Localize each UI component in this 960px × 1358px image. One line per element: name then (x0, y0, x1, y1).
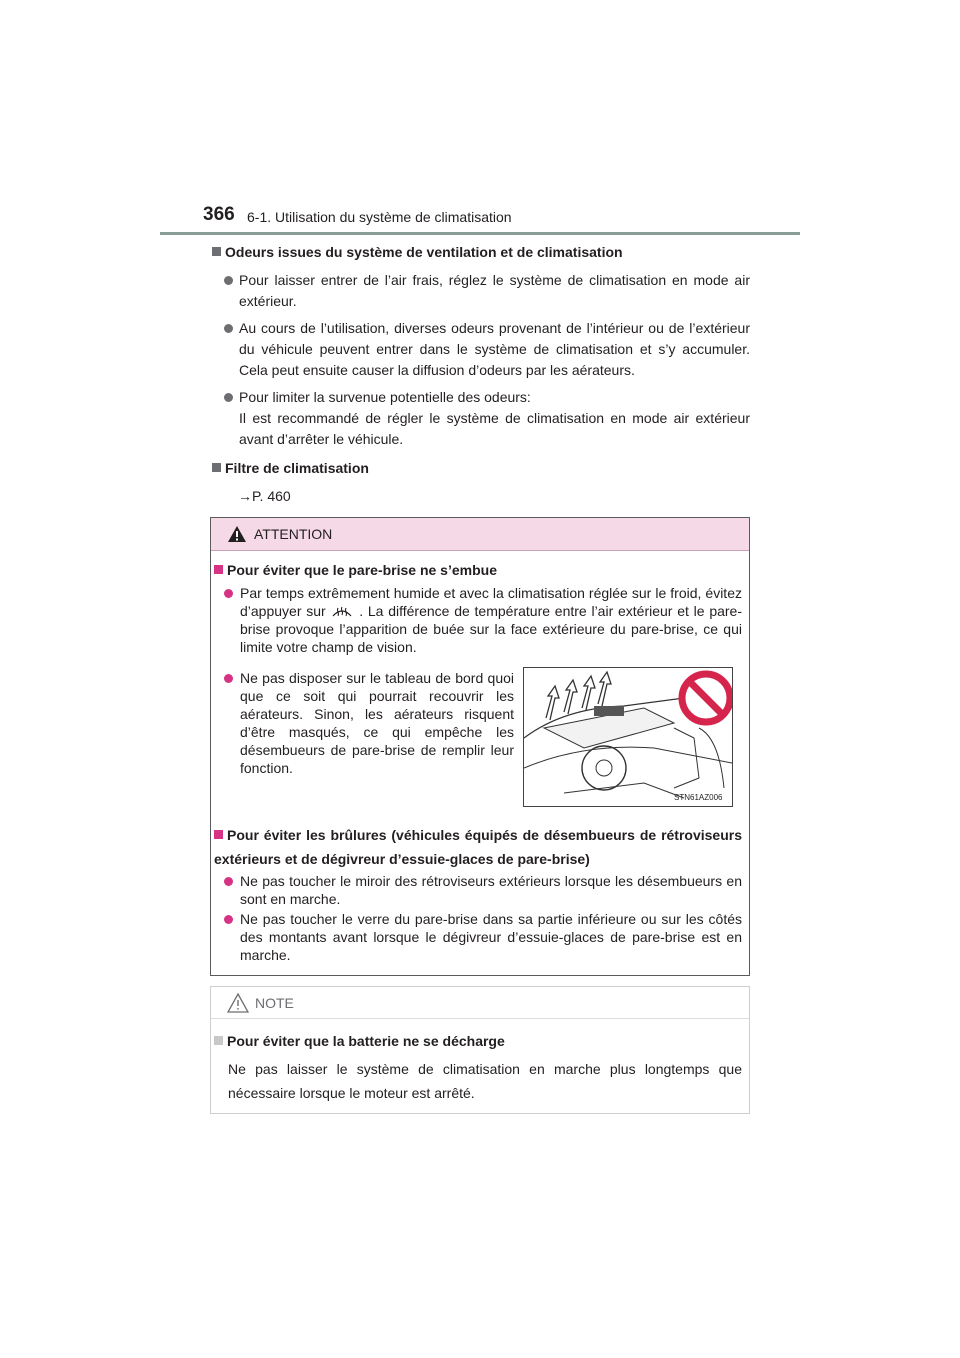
attention-label: ATTENTION (254, 526, 333, 542)
bullet-odeurs-1-text: Pour laisser entrer de l’air frais, réglez le système de climatisation en mode air extérieur. (239, 272, 750, 309)
attention-sub1-bullet2 (224, 669, 514, 777)
square-bullet-icon (212, 247, 221, 256)
section-odeurs-heading (212, 244, 623, 260)
attention-sub1-bullet1 (224, 584, 742, 656)
warning-triangle-icon (227, 525, 247, 543)
illustration-code: STN61AZ006 (674, 793, 723, 802)
bullet-odeurs-3-line1: Pour limiter la survenue potentielle des odeurs: (239, 389, 531, 405)
note-box (210, 986, 750, 1114)
attention-sub2-heading (214, 823, 742, 871)
attention-sub2-bullet2 (224, 910, 742, 964)
round-bullet-icon (224, 324, 233, 333)
round-bullet-icon (224, 393, 233, 402)
bullet-odeurs-1 (224, 270, 750, 312)
attention-sub1-heading (214, 562, 497, 578)
attention-sub1-bullet2-text: Ne pas disposer sur le tableau de bord quoi que ce soit qui pourrait recouvrir les aérateurs. Sinon, les aérateurs risquent d’être masqués, ce qui empêche les désembueurs de pare-brise de remplir leur fonction. (240, 670, 514, 776)
section-odeurs-title: Odeurs issues du système de ventilation et de climatisation (225, 244, 623, 260)
attention-sub2-bullet1 (224, 872, 742, 908)
note-header (211, 987, 749, 1019)
attention-sub1-bullet1-part2: . La différence de température entre l’air extérieur et le pare-brise provoque l’apparition de buée sur la face extérieure du pare-brise, ce qui limite votre champ de vision. (240, 603, 743, 655)
filtre-page-reference[interactable]: →P. 460 (238, 488, 291, 504)
dashboard-illustration (523, 667, 733, 807)
section-filtre-title: Filtre de climatisation (225, 460, 369, 476)
header-rule (160, 232, 800, 235)
page-number: 366 (203, 204, 235, 225)
section-filtre-heading (212, 460, 369, 476)
attention-header (211, 518, 749, 551)
bullet-odeurs-3 (224, 387, 750, 450)
round-bullet-icon (224, 915, 233, 924)
attention-sub1-bullet1-text (240, 584, 742, 656)
round-bullet-icon (224, 276, 233, 285)
attention-sub2-title: Pour éviter les brûlures (véhicules équipés de désembueurs de rétroviseurs extérieurs et de dégivreur d’essuie-glaces de pare-brise) (214, 827, 742, 867)
bullet-odeurs-2 (224, 318, 750, 381)
square-bullet-icon (212, 463, 221, 472)
attention-sub1-title: Pour éviter que le pare-brise ne s’embue (227, 562, 497, 578)
square-bullet-icon (214, 1036, 223, 1045)
attention-sub2-bullet2-text: Ne pas toucher le verre du pare-brise dans sa partie inférieure ou sur les côtés des montants avant lorsque le dégivreur d’essuie-glaces de pare-brise est en marche. (240, 911, 742, 963)
dashboard-drawing-icon (524, 668, 732, 806)
bullet-odeurs-2-text: Au cours de l’utilisation, diverses odeurs provenant de l’intérieur ou de l’extérieur du véhicule peuvent entrer dans le système de climatisation et s’y accumuler. Cela peut ensuite causer la diffusion d’odeurs par les aérateurs. (239, 320, 750, 378)
round-bullet-icon (224, 674, 233, 683)
square-bullet-icon (214, 830, 223, 839)
round-bullet-icon (224, 589, 233, 598)
note-label: NOTE (255, 995, 294, 1011)
note-body: Ne pas laisser le système de climatisation en marche plus longtemps que nécessaire lorsque le moteur est arrêté. (228, 1061, 742, 1101)
bullet-odeurs-3-line2: Il est recommandé de régler le système de climatisation en mode air extérieur avant d’arrêter le véhicule. (239, 410, 750, 447)
chapter-title: 6-1. Utilisation du système de climatisation (247, 209, 512, 225)
caution-triangle-icon (227, 993, 249, 1013)
note-heading (214, 1033, 505, 1049)
round-bullet-icon (224, 877, 233, 886)
attention-sub1-bullet1-part1: Par temps extrêmement humide et avec la climatisation réglée sur le froid, évitez d’appuyer sur (240, 585, 742, 619)
windshield-defogger-icon (331, 604, 353, 618)
note-title: Pour éviter que la batterie ne se décharge (227, 1033, 505, 1049)
square-bullet-icon (214, 565, 223, 574)
attention-sub2-bullet1-text: Ne pas toucher le miroir des rétroviseurs extérieurs lorsque les désembueurs en sont en marche. (240, 873, 742, 907)
